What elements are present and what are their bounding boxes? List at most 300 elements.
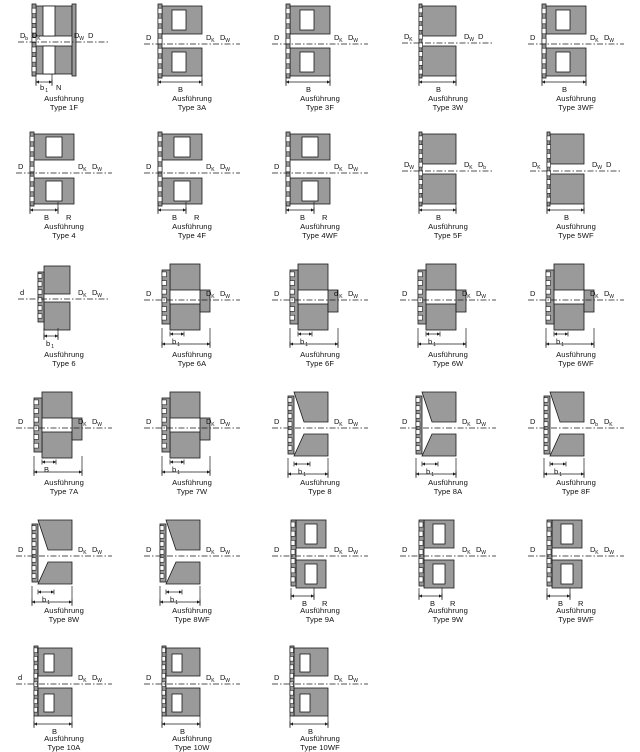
svg-text:K: K (83, 422, 87, 428)
svg-text:1: 1 (303, 472, 306, 478)
svg-text:K: K (211, 678, 215, 684)
svg-text:b: b (46, 339, 50, 348)
figure-cell-4wf (256, 128, 384, 256)
svg-text:D: D (348, 417, 354, 426)
caption-ausfuehrung: Ausführung (556, 95, 596, 104)
svg-text:D: D (146, 417, 152, 426)
svg-text:D: D (92, 162, 98, 171)
caption-type: Type 6W (428, 360, 468, 369)
svg-text:W: W (225, 678, 230, 684)
svg-text:W: W (409, 165, 414, 171)
svg-text:D: D (402, 289, 408, 298)
svg-text:B: B (178, 85, 183, 94)
svg-text:W: W (353, 294, 358, 300)
svg-text:1: 1 (45, 88, 48, 94)
svg-text:D: D (604, 417, 610, 426)
svg-text:B: B (306, 85, 311, 94)
pulley-cross-section-3w (392, 2, 504, 94)
svg-text:D: D (146, 162, 152, 171)
svg-text:D: D (404, 160, 410, 169)
caption-type: Type 9WF (556, 616, 596, 625)
svg-text:D: D (78, 545, 84, 554)
svg-text:b: b (556, 337, 560, 346)
svg-text:D: D (464, 160, 470, 169)
svg-text:1: 1 (177, 342, 180, 348)
figure-caption (172, 223, 212, 240)
svg-text:D: D (592, 160, 598, 169)
figure-caption (428, 223, 468, 240)
svg-text:d: d (20, 288, 24, 297)
svg-text:1: 1 (177, 470, 180, 476)
pulley-cross-section-9a (264, 514, 376, 606)
svg-text:D: D (206, 417, 212, 426)
pulley-cross-section-4 (8, 130, 120, 222)
caption-type: Type 1F (44, 104, 84, 113)
caption-ausfuehrung: Ausführung (556, 479, 596, 488)
figure-cell-8w (0, 512, 128, 640)
pulley-cross-section-3wf (520, 2, 632, 94)
figure-cell-6wf (512, 256, 640, 384)
svg-text:K: K (339, 294, 343, 300)
caption-type: Type 3WF (556, 104, 596, 113)
svg-text:W: W (97, 167, 102, 173)
pulley-cross-section-8 (264, 386, 376, 478)
caption-type: Type 8W (44, 616, 84, 625)
caption-type: Type 7A (44, 488, 84, 497)
caption-type: Type 6 (44, 360, 84, 369)
svg-text:D: D (334, 417, 340, 426)
svg-text:D: D (274, 417, 280, 426)
svg-text:B: B (308, 727, 313, 734)
caption-ausfuehrung: Ausführung (300, 223, 340, 232)
svg-text:D: D (74, 31, 80, 40)
svg-text:D: D (348, 33, 354, 42)
svg-text:W: W (353, 422, 358, 428)
svg-text:d: d (18, 673, 22, 682)
svg-text:D: D (206, 289, 212, 298)
svg-text:W: W (97, 422, 102, 428)
svg-text:W: W (469, 37, 474, 43)
figure-caption (172, 95, 212, 112)
svg-text:D: D (274, 545, 280, 554)
svg-text:1: 1 (47, 600, 50, 606)
figure-caption (300, 351, 340, 368)
svg-text:D: D (604, 545, 610, 554)
svg-text:D: D (220, 673, 226, 682)
svg-text:b: b (298, 467, 302, 476)
svg-text:D: D (590, 289, 596, 298)
svg-text:W: W (481, 294, 486, 300)
svg-text:K: K (339, 422, 343, 428)
svg-text:D: D (78, 162, 84, 171)
svg-text:W: W (225, 422, 230, 428)
svg-text:W: W (97, 550, 102, 556)
svg-text:D: D (590, 33, 596, 42)
svg-text:K: K (595, 38, 599, 44)
svg-text:D: D (464, 32, 470, 41)
svg-text:W: W (97, 293, 102, 299)
svg-text:D: D (18, 162, 24, 171)
svg-text:D: D (274, 162, 280, 171)
svg-text:D: D (476, 289, 482, 298)
pulley-cross-section-4f (136, 130, 248, 222)
svg-text:B: B (180, 727, 185, 734)
caption-ausfuehrung: Ausführung (44, 95, 84, 104)
caption-ausfuehrung: Ausführung (428, 351, 468, 360)
caption-type: Type 10W (172, 744, 212, 752)
svg-text:D: D (206, 673, 212, 682)
caption-ausfuehrung: Ausführung (556, 223, 596, 232)
figure-cell-6w (384, 256, 512, 384)
svg-text:D: D (92, 545, 98, 554)
caption-type: Type 6F (300, 360, 340, 369)
svg-text:D: D (220, 33, 226, 42)
svg-text:K: K (469, 165, 473, 171)
caption-type: Type 5WF (556, 232, 596, 241)
svg-text:K: K (83, 678, 87, 684)
figure-cell-5f (384, 128, 512, 256)
svg-text:K: K (83, 550, 87, 556)
svg-text:D: D (20, 31, 26, 40)
svg-text:b: b (300, 337, 304, 346)
svg-text:1: 1 (175, 600, 178, 606)
svg-text:W: W (79, 36, 84, 42)
caption-ausfuehrung: Ausführung (172, 607, 212, 616)
svg-text:B: B (52, 727, 57, 734)
caption-ausfuehrung: Ausführung (428, 223, 468, 232)
figure-cell-3w (384, 0, 512, 128)
caption-ausfuehrung: Ausführung (556, 607, 596, 616)
caption-type: Type 7W (172, 488, 212, 497)
figure-cell-9a (256, 512, 384, 640)
caption-ausfuehrung: Ausführung (172, 479, 212, 488)
svg-text:D: D (530, 545, 536, 554)
figure-caption (300, 223, 340, 240)
svg-text:D: D (462, 417, 468, 426)
svg-text:D: D (334, 33, 340, 42)
svg-text:D: D (604, 289, 610, 298)
svg-text:b: b (172, 465, 176, 474)
svg-text:W: W (353, 167, 358, 173)
pulley-cross-section-6wf (520, 258, 632, 350)
svg-text:D: D (590, 417, 596, 426)
svg-text:1: 1 (433, 342, 436, 348)
svg-text:K: K (339, 678, 343, 684)
svg-text:D: D (146, 673, 152, 682)
figure-caption (44, 607, 84, 624)
svg-text:W: W (97, 678, 102, 684)
svg-text:D: D (32, 31, 38, 40)
svg-text:D: D (206, 162, 212, 171)
caption-type: Type 3A (172, 104, 212, 113)
figure-caption (172, 479, 212, 496)
svg-text:B: B (436, 85, 441, 94)
svg-text:D: D (478, 32, 484, 41)
svg-text:B: B (436, 213, 441, 222)
svg-text:W: W (353, 678, 358, 684)
figure-caption (172, 607, 212, 624)
figure-caption (300, 95, 340, 112)
figure-cell-8 (256, 384, 384, 512)
svg-text:D: D (18, 545, 24, 554)
pulley-cross-section-8wf (136, 514, 248, 606)
caption-type: Type 8F (556, 488, 596, 497)
svg-text:D: D (530, 289, 536, 298)
caption-type: Type 3W (428, 104, 468, 113)
svg-text:b: b (428, 337, 432, 346)
svg-text:B: B (44, 465, 49, 474)
pulley-cross-section-10wf (264, 642, 376, 734)
figure-cell-10w (128, 640, 256, 752)
pulley-cross-section-10a (8, 642, 120, 734)
svg-text:D: D (78, 288, 84, 297)
pulley-cross-section-8w (8, 514, 120, 606)
svg-text:W: W (609, 294, 614, 300)
figure-cell-3a (128, 0, 256, 128)
svg-text:W: W (609, 550, 614, 556)
svg-text:D: D (402, 545, 408, 554)
figure-cell-8wf (128, 512, 256, 640)
figure-cell-9w (384, 512, 512, 640)
svg-text:D: D (348, 673, 354, 682)
caption-ausfuehrung: Ausführung (300, 95, 340, 104)
svg-text:D: D (220, 545, 226, 554)
caption-ausfuehrung: Ausführung (172, 95, 212, 104)
svg-text:K: K (211, 38, 215, 44)
svg-text:D: D (404, 32, 410, 41)
figure-caption (556, 607, 596, 624)
caption-type: Type 4WF (300, 232, 340, 241)
svg-text:D: D (462, 545, 468, 554)
pulley-cross-section-6 (8, 258, 120, 350)
svg-text:W: W (353, 550, 358, 556)
svg-text:K: K (409, 37, 413, 43)
figure-cell-7a (0, 384, 128, 512)
svg-text:R: R (578, 599, 584, 606)
svg-text:R: R (450, 599, 456, 606)
caption-ausfuehrung: Ausführung (428, 479, 468, 488)
svg-text:D: D (462, 289, 468, 298)
caption-type: Type 9A (300, 616, 340, 625)
pulley-cross-section-6w (392, 258, 504, 350)
svg-text:R: R (194, 213, 200, 222)
caption-ausfuehrung: Ausführung (44, 351, 84, 360)
svg-text:R: R (66, 213, 72, 222)
figure-caption (172, 351, 212, 368)
figure-caption (428, 351, 468, 368)
svg-text:B: B (562, 85, 567, 94)
svg-text:D: D (478, 160, 484, 169)
svg-text:D: D (476, 545, 482, 554)
svg-text:b: b (25, 36, 28, 42)
caption-ausfuehrung: Ausführung (172, 735, 212, 744)
figure-cell-3f (256, 0, 384, 128)
caption-type: Type 4 (44, 232, 84, 241)
svg-text:D: D (78, 417, 84, 426)
svg-text:B: B (430, 599, 435, 606)
svg-text:R: R (322, 213, 328, 222)
svg-text:K: K (83, 293, 87, 299)
figure-caption (44, 351, 84, 368)
svg-text:b: b (172, 337, 176, 346)
svg-text:B: B (558, 599, 563, 606)
svg-text:D: D (274, 289, 280, 298)
caption-ausfuehrung: Ausführung (300, 351, 340, 360)
svg-text:D: D (334, 545, 340, 554)
svg-text:W: W (481, 422, 486, 428)
pulley-cross-section-10w (136, 642, 248, 734)
svg-text:K: K (467, 294, 471, 300)
svg-text:D: D (334, 162, 340, 171)
figure-cell-1f (0, 0, 128, 128)
svg-text:D: D (88, 31, 94, 40)
svg-text:D: D (348, 545, 354, 554)
pulley-cross-section-9w (392, 514, 504, 606)
svg-text:B: B (172, 213, 177, 222)
figure-caption (172, 735, 212, 752)
svg-text:K: K (211, 294, 215, 300)
figure-cell-10a (0, 640, 128, 752)
figure-caption (428, 479, 468, 496)
svg-text:B: B (564, 213, 569, 222)
figure-caption (44, 223, 84, 240)
svg-text:K: K (595, 294, 599, 300)
svg-text:D: D (532, 160, 538, 169)
pulley-cross-section-1f (8, 2, 120, 94)
svg-text:B: B (302, 599, 307, 606)
figure-caption (556, 351, 596, 368)
figure-caption (44, 95, 84, 112)
caption-ausfuehrung: Ausführung (428, 607, 468, 616)
caption-type: Type 8 (300, 488, 340, 497)
figure-cell-6 (0, 256, 128, 384)
caption-ausfuehrung: Ausführung (44, 735, 84, 744)
svg-text:1: 1 (561, 342, 564, 348)
figure-cell-8a (384, 384, 512, 512)
svg-text:N: N (56, 83, 61, 92)
figure-caption (428, 607, 468, 624)
figure-cell-10wf (256, 640, 384, 752)
svg-text:D: D (78, 673, 84, 682)
svg-text:1: 1 (431, 472, 434, 478)
caption-ausfuehrung: Ausführung (44, 223, 84, 232)
svg-text:W: W (353, 38, 358, 44)
figure-caption (300, 735, 340, 752)
svg-text:K: K (211, 550, 215, 556)
figure-caption (556, 479, 596, 496)
svg-text:W: W (225, 38, 230, 44)
pulley-cross-section-5wf (520, 130, 632, 222)
figure-cell-5wf (512, 128, 640, 256)
figure-caption (44, 735, 84, 752)
caption-ausfuehrung: Ausführung (44, 479, 84, 488)
svg-text:W: W (225, 167, 230, 173)
pulley-cross-section-9wf (520, 514, 632, 606)
svg-text:K: K (609, 422, 613, 428)
svg-text:K: K (211, 167, 215, 173)
figure-cell-9wf (512, 512, 640, 640)
caption-ausfuehrung: Ausführung (300, 479, 340, 488)
svg-text:D: D (220, 289, 226, 298)
caption-type: Type 4F (172, 232, 212, 241)
svg-text:1: 1 (305, 342, 308, 348)
svg-text:b: b (483, 165, 486, 171)
svg-text:D: D (18, 417, 24, 426)
svg-text:W: W (481, 550, 486, 556)
svg-text:b: b (554, 467, 558, 476)
svg-text:D: D (146, 289, 152, 298)
pulley-cross-section-6a (136, 258, 248, 350)
svg-text:W: W (609, 38, 614, 44)
svg-text:B: B (44, 213, 49, 222)
svg-text:K: K (37, 36, 41, 42)
svg-text:K: K (211, 422, 215, 428)
pulley-cross-section-5f (392, 130, 504, 222)
svg-text:K: K (467, 422, 471, 428)
caption-ausfuehrung: Ausführung (428, 95, 468, 104)
svg-text:d: d (334, 289, 338, 298)
svg-text:D: D (348, 289, 354, 298)
figure-caption (556, 95, 596, 112)
svg-text:D: D (530, 417, 536, 426)
svg-text:W: W (225, 550, 230, 556)
svg-text:D: D (220, 162, 226, 171)
caption-type: Type 9W (428, 616, 468, 625)
figure-cell-7w (128, 384, 256, 512)
caption-ausfuehrung: Ausführung (300, 735, 340, 744)
svg-text:1: 1 (559, 472, 562, 478)
svg-text:D: D (604, 33, 610, 42)
figure-cell-3wf (512, 0, 640, 128)
svg-text:D: D (530, 33, 536, 42)
caption-ausfuehrung: Ausführung (556, 351, 596, 360)
pulley-cross-section-7a (8, 386, 120, 478)
caption-ausfuehrung: Ausführung (172, 351, 212, 360)
svg-text:D: D (146, 545, 152, 554)
svg-text:D: D (606, 160, 612, 169)
svg-text:K: K (83, 167, 87, 173)
svg-text:K: K (537, 165, 541, 171)
svg-text:b: b (426, 467, 430, 476)
pulley-cross-section-8f (520, 386, 632, 478)
figure-cell-6a (128, 256, 256, 384)
svg-text:D: D (220, 417, 226, 426)
svg-text:b: b (40, 83, 44, 92)
caption-type: Type 8A (428, 488, 468, 497)
pulley-cross-section-6f (264, 258, 376, 350)
svg-text:b: b (595, 422, 598, 428)
svg-text:K: K (339, 38, 343, 44)
svg-text:K: K (339, 550, 343, 556)
svg-text:D: D (92, 288, 98, 297)
pulley-cross-section-8a (392, 386, 504, 478)
caption-type: Type 6A (172, 360, 212, 369)
svg-text:R: R (322, 599, 328, 606)
svg-text:D: D (146, 33, 152, 42)
caption-ausfuehrung: Ausführung (44, 607, 84, 616)
caption-type: Type 8WF (172, 616, 212, 625)
svg-text:1: 1 (51, 344, 54, 350)
caption-type: Type 6WF (556, 360, 596, 369)
figure-cell-4 (0, 128, 128, 256)
figure-cell-4f (128, 128, 256, 256)
caption-ausfuehrung: Ausführung (300, 607, 340, 616)
caption-ausfuehrung: Ausführung (172, 223, 212, 232)
svg-text:K: K (467, 550, 471, 556)
svg-text:D: D (348, 162, 354, 171)
figure-cell-8f (512, 384, 640, 512)
svg-text:D: D (92, 673, 98, 682)
